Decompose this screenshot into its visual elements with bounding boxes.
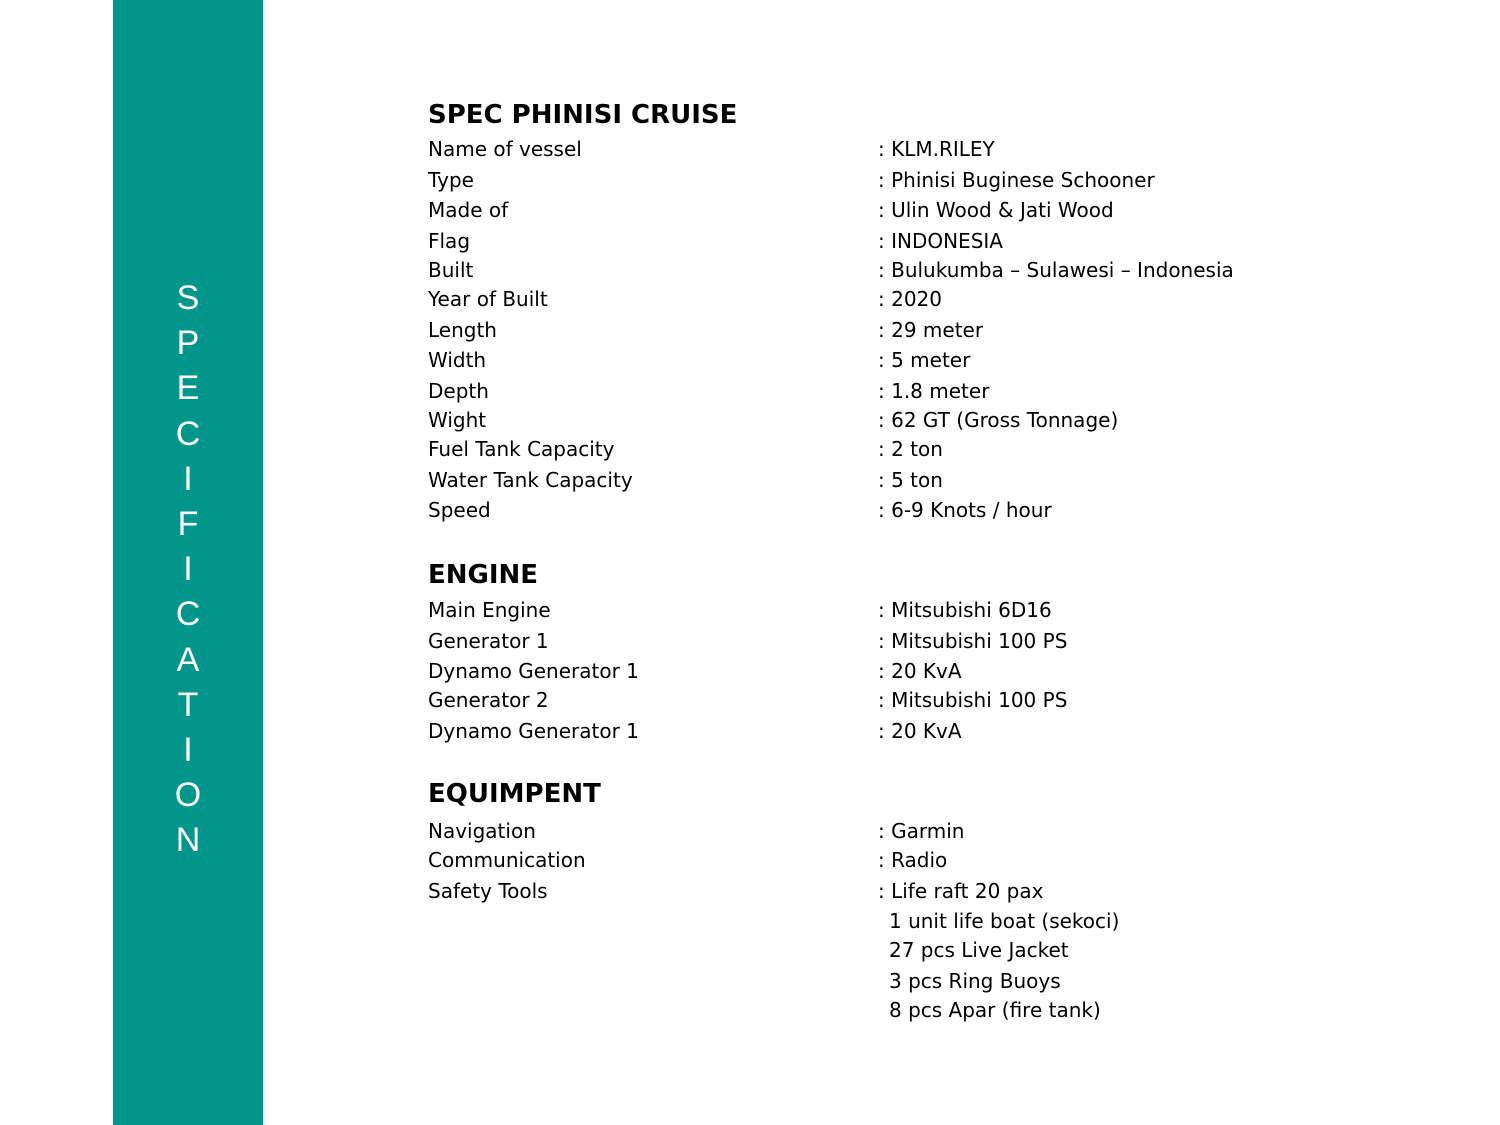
engine-row <box>428 716 1428 746</box>
spec-label: Speed <box>428 498 491 522</box>
spec-row <box>428 465 1428 495</box>
spec-value: : Ulin Wood & Jati Wood <box>878 198 1114 222</box>
side-title-letter: C <box>175 595 201 634</box>
equipment-label: Communication <box>428 848 586 872</box>
spec-label: Name of vessel <box>428 137 582 161</box>
spec-value: : 5 meter <box>878 348 971 372</box>
spec-value: : 29 meter <box>878 318 984 342</box>
spec-value: : 5 ton <box>878 468 943 492</box>
spec-label: Width <box>428 348 487 372</box>
side-title-letter: P <box>176 324 200 363</box>
side-title-letter: I <box>183 459 193 498</box>
spec-label: Flag <box>428 229 471 253</box>
spec-heading: SPEC PHINISI CRUISE <box>428 100 738 130</box>
spec-row <box>428 405 1428 435</box>
equipment-label: Safety Tools <box>428 879 548 903</box>
engine-row <box>428 656 1428 686</box>
equipment-row <box>428 816 1428 846</box>
side-title <box>113 276 263 863</box>
side-title-letter: O <box>174 776 202 815</box>
engine-value: : 20 KvA <box>878 719 962 743</box>
engine-value: : 20 KvA <box>878 659 962 683</box>
spec-label: Depth <box>428 379 489 403</box>
spec-value: : INDONESIA <box>878 229 1003 253</box>
spec-row <box>428 315 1428 345</box>
side-title-letter: I <box>183 730 193 769</box>
spec-content <box>428 0 1428 1125</box>
spec-label: Water Tank Capacity <box>428 468 633 492</box>
spec-label: Wight <box>428 408 487 432</box>
engine-value: : Mitsubishi 6D16 <box>878 598 1052 622</box>
engine-label: Generator 2 <box>428 688 549 712</box>
side-title-letter: C <box>175 414 201 453</box>
safety-tools-item: 8 pcs Apar (fire tank) <box>889 998 1101 1022</box>
spec-value: : Bulukumba – Sulawesi – Indonesia <box>878 258 1234 282</box>
side-title-letter: F <box>177 504 199 543</box>
spec-value: : 62 GT (Gross Tonnage) <box>878 408 1119 432</box>
equipment-value: : Garmin <box>878 819 965 843</box>
engine-value: : Mitsubishi 100 PS <box>878 688 1068 712</box>
engine-label: Generator 1 <box>428 629 549 653</box>
equipment-heading: EQUIMPENT <box>428 779 601 809</box>
spec-label: Length <box>428 318 497 342</box>
engine-value: : Mitsubishi 100 PS <box>878 629 1068 653</box>
spec-row <box>428 376 1428 406</box>
engine-row <box>428 595 1428 625</box>
spec-row <box>428 255 1428 285</box>
spec-label: Built <box>428 258 474 282</box>
equipment-value: : Radio <box>878 848 948 872</box>
safety-tools-item: 27 pcs Live Jacket <box>889 938 1069 962</box>
spec-row <box>428 195 1428 225</box>
spec-value: : 1.8 meter <box>878 379 990 403</box>
engine-heading: ENGINE <box>428 560 539 590</box>
spec-value: : 2 ton <box>878 437 943 461</box>
spec-label: Year of Built <box>428 287 548 311</box>
spec-row <box>428 134 1428 164</box>
side-title-letter: E <box>176 369 200 408</box>
equipment-row <box>428 845 1428 875</box>
spec-label: Fuel Tank Capacity <box>428 437 615 461</box>
spec-label: Type <box>428 168 474 192</box>
equipment-label: Navigation <box>428 819 536 843</box>
engine-label: Dynamo Generator 1 <box>428 659 639 683</box>
engine-row <box>428 685 1428 715</box>
safety-tools-item: 3 pcs Ring Buoys <box>889 969 1061 993</box>
side-title-letter: I <box>183 550 193 589</box>
engine-row <box>428 626 1428 656</box>
side-title-letter: S <box>176 279 200 317</box>
engine-label: Dynamo Generator 1 <box>428 719 639 743</box>
spec-row <box>428 345 1428 375</box>
side-band <box>113 0 263 1125</box>
spec-row <box>428 434 1428 464</box>
side-title-letter: T <box>177 685 199 724</box>
spec-value: : KLM.RILEY <box>878 137 995 161</box>
safety-tools-item: 1 unit life boat (sekoci) <box>889 909 1120 933</box>
equipment-row <box>428 876 1428 906</box>
engine-label: Main Engine <box>428 598 551 622</box>
spec-value: : 6-9 Knots / hour <box>878 498 1052 522</box>
equipment-value: : Life raft 20 pax <box>878 879 1044 903</box>
spec-row <box>428 284 1428 314</box>
spec-row <box>428 226 1428 256</box>
spec-row <box>428 165 1428 195</box>
side-title-letter: N <box>175 821 201 860</box>
side-title-letter: A <box>176 640 200 679</box>
spec-label: Made of <box>428 198 509 222</box>
spec-value: : 2020 <box>878 287 942 311</box>
spec-row <box>428 495 1428 525</box>
spec-value: : Phinisi Buginese Schooner <box>878 168 1155 192</box>
